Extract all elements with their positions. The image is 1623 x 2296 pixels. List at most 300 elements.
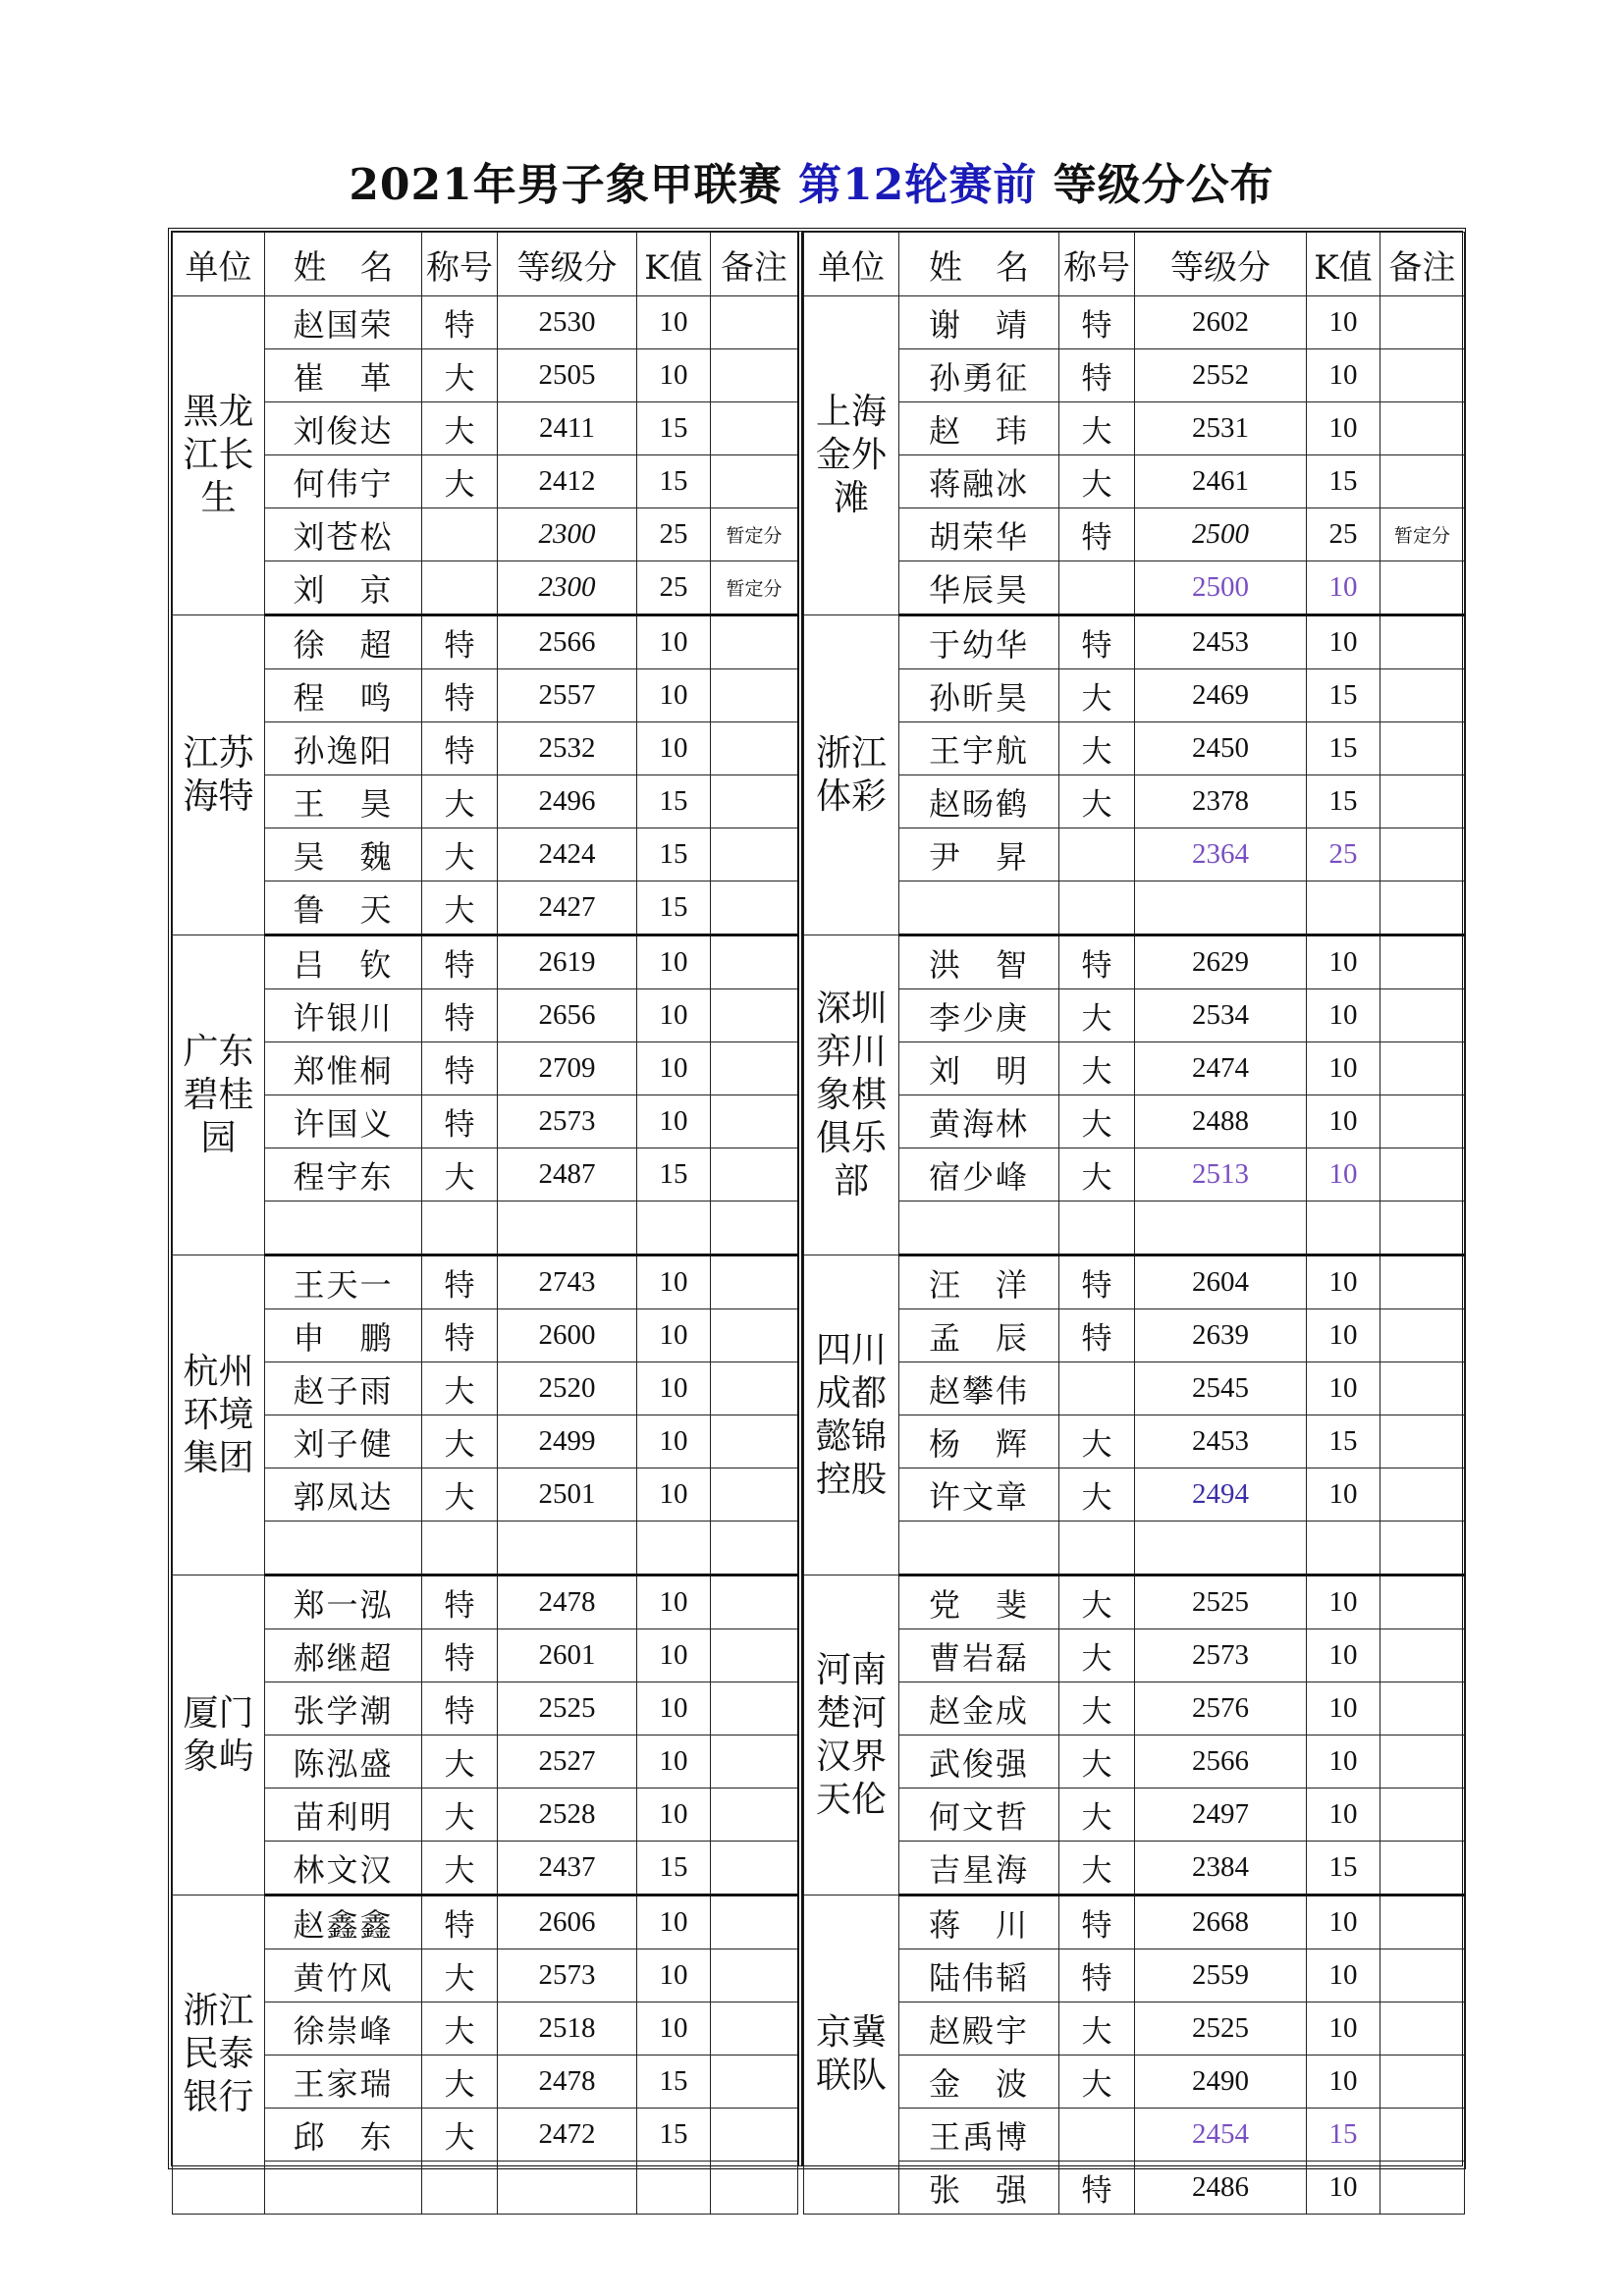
player-k-value [1307, 2162, 1380, 2215]
table-row [804, 1575, 1465, 1629]
player-name [265, 1201, 422, 1255]
player-note [1380, 1362, 1465, 1415]
team-name-line: 成都 [815, 1372, 887, 1414]
player-name [899, 2162, 1059, 2215]
table-row [173, 1201, 798, 1255]
player-k-value-text: 10 [1328, 1586, 1358, 1618]
table-row [804, 349, 1465, 402]
player-title-text: 特 [444, 1321, 475, 1357]
player-name-text: 王禹博 [928, 2117, 1029, 2156]
player-name [899, 1896, 1059, 1949]
player-rating [1135, 1309, 1307, 1362]
player-note [711, 1042, 798, 1095]
player-name [899, 296, 1059, 349]
player-title [422, 722, 498, 775]
player-rating-text: 2559 [1192, 1959, 1249, 1991]
player-name-text: 申 鹏 [293, 1318, 394, 1357]
player-title [1059, 1522, 1135, 1575]
table-row [804, 455, 1465, 508]
player-rating-text: 2566 [1192, 1745, 1249, 1777]
player-name-text: 崔 革 [293, 358, 394, 397]
player-k-value [1307, 1042, 1380, 1095]
table-row [173, 1042, 798, 1095]
player-k-value-text: 10 [659, 1798, 688, 1830]
player-rating [1135, 935, 1307, 989]
player-rating [1135, 1949, 1307, 2002]
player-title [422, 1095, 498, 1148]
player-rating-text: 2518 [538, 2012, 596, 2044]
left-rating-table [172, 232, 798, 2215]
right-rating-table [803, 232, 1465, 2215]
player-title-text: 特 [1081, 361, 1112, 397]
player-name [265, 1255, 422, 1309]
player-name-text: 赵攀伟 [928, 1371, 1029, 1410]
player-name [899, 1148, 1059, 1201]
player-title-text: 特 [1081, 1268, 1112, 1304]
right-team-unit [804, 296, 899, 615]
player-rating-text: 2629 [1192, 946, 1249, 978]
table-row [804, 508, 1465, 561]
player-title [1059, 989, 1135, 1042]
team-name-line: 俱乐 [815, 1117, 887, 1158]
player-k-value-text: 10 [659, 306, 688, 338]
table-row [173, 615, 798, 669]
table-row [173, 2162, 798, 2215]
player-k-value [1307, 828, 1380, 881]
table-row [804, 1522, 1465, 1575]
player-name [899, 1842, 1059, 1896]
player-rating [498, 2002, 637, 2056]
player-name [265, 615, 422, 669]
player-k-value-text: 25 [1328, 518, 1358, 550]
player-rating [1135, 402, 1307, 455]
team-name-line: 杭州 [183, 1351, 254, 1392]
table-row [173, 349, 798, 402]
player-name-text: 赵国荣 [293, 305, 394, 344]
player-rating-text: 2500 [1192, 571, 1249, 603]
player-k-value-text: 10 [659, 359, 688, 391]
player-title [1059, 775, 1135, 828]
player-rating-text: 2520 [538, 1372, 596, 1404]
player-note [1380, 1522, 1465, 1575]
player-k-value [637, 1309, 711, 1362]
player-rating [1135, 989, 1307, 1042]
table-row [173, 1309, 798, 1362]
player-name [265, 2162, 422, 2215]
player-k-value-text: 10 [1328, 1158, 1358, 1190]
player-rating [1135, 1735, 1307, 1789]
player-k-value [1307, 1575, 1380, 1629]
player-title [422, 561, 498, 615]
player-name-text: 刘苍松 [293, 517, 394, 556]
right-header-note: 备注 [1380, 233, 1465, 296]
player-title [1059, 2162, 1135, 2215]
player-note [711, 561, 798, 615]
player-rating [498, 615, 637, 669]
table-row [173, 1682, 798, 1735]
table-row [173, 402, 798, 455]
player-rating [1135, 1522, 1307, 1575]
player-title [422, 669, 498, 722]
player-name [899, 615, 1059, 669]
player-k-value [637, 615, 711, 669]
player-rating [1135, 1468, 1307, 1522]
player-name [899, 402, 1059, 455]
player-name-text: 孟 辰 [928, 1318, 1029, 1357]
right-header-rating: 等级分 [1135, 233, 1307, 296]
team-name-line: 金外 [815, 435, 887, 475]
player-name-text: 杨 辉 [928, 1424, 1029, 1463]
player-title [422, 1842, 498, 1896]
player-rating [498, 1255, 637, 1309]
team-name-line: 象棋 [815, 1074, 887, 1115]
page-title [0, 149, 1623, 212]
player-title [422, 1896, 498, 1949]
player-title-text: 大 [1081, 1747, 1112, 1783]
player-rating [498, 1682, 637, 1735]
player-name [265, 1522, 422, 1575]
player-note [711, 2109, 798, 2162]
player-k-value [1307, 1415, 1380, 1468]
player-k-value [1307, 1522, 1380, 1575]
player-title-text: 特 [1081, 1961, 1112, 1997]
left-team-unit [173, 935, 265, 1255]
player-name-text: 许文章 [928, 1477, 1029, 1516]
team-name-line: 懿锦 [815, 1415, 887, 1457]
player-rating-text: 2525 [1192, 1586, 1249, 1618]
player-title-text: 大 [444, 2014, 475, 2050]
player-title [422, 2002, 498, 2056]
player-rating-text: 2602 [1192, 306, 1249, 338]
player-rating [1135, 1148, 1307, 1201]
player-rating-text: 2576 [1192, 1692, 1249, 1724]
player-title-text: 大 [444, 1747, 475, 1783]
player-title [1059, 2002, 1135, 2056]
player-note [1380, 669, 1465, 722]
player-rating [1135, 615, 1307, 669]
player-rating-text: 2619 [538, 946, 596, 978]
player-name-text: 许银川 [293, 998, 394, 1037]
player-note [711, 1309, 798, 1362]
player-note [1380, 935, 1465, 989]
player-name-text: 郭凤达 [293, 1477, 394, 1516]
player-name-text: 黄海林 [928, 1104, 1029, 1143]
player-rating-text: 2743 [538, 1266, 596, 1298]
player-rating [498, 1949, 637, 2002]
player-k-value [637, 455, 711, 508]
player-title [422, 2162, 498, 2215]
player-rating-text: 2300 [538, 571, 596, 603]
player-name [899, 1095, 1059, 1148]
player-name [899, 2109, 1059, 2162]
table-row [173, 1095, 798, 1148]
table-row [804, 1201, 1465, 1255]
player-note [711, 1629, 798, 1682]
player-k-value [1307, 1095, 1380, 1148]
player-name [265, 1682, 422, 1735]
player-k-value-text: 10 [1328, 946, 1358, 978]
player-name [265, 775, 422, 828]
player-k-value-text: 10 [659, 1906, 688, 1938]
table-row [173, 1949, 798, 2002]
rating-table-frame [168, 228, 1466, 2209]
left-table-body [173, 296, 798, 2215]
player-rating [498, 1362, 637, 1415]
player-rating-text: 2497 [1192, 1798, 1249, 1830]
player-name-text: 金 波 [928, 2064, 1029, 2103]
table-row [173, 989, 798, 1042]
player-name-text: 赵旸鹤 [928, 784, 1029, 823]
player-title [1059, 349, 1135, 402]
player-title [422, 1148, 498, 1201]
player-name-text: 郑惟桐 [293, 1051, 394, 1090]
player-rating [498, 296, 637, 349]
player-title [422, 1255, 498, 1309]
player-title [1059, 402, 1135, 455]
player-title [422, 1629, 498, 1682]
table-row [173, 1842, 798, 1896]
player-name-text: 吴 魏 [293, 837, 394, 876]
team-name-line: 联队 [815, 2056, 887, 2096]
player-rating-text: 2469 [1192, 679, 1249, 711]
player-name [265, 402, 422, 455]
player-name [899, 1575, 1059, 1629]
table-row [804, 1042, 1465, 1095]
player-rating-text: 2412 [538, 465, 596, 497]
player-name-text: 林文汉 [293, 1850, 394, 1889]
team-name-line: 深圳 [815, 988, 887, 1029]
player-name [265, 828, 422, 881]
table-row [173, 2109, 798, 2162]
team-name-line: 京冀 [815, 2012, 887, 2053]
player-k-value [637, 1789, 711, 1842]
player-rating [498, 1042, 637, 1095]
player-name [899, 1468, 1059, 1522]
player-k-value [637, 1629, 711, 1682]
player-title [422, 989, 498, 1042]
player-title-text: 大 [444, 2067, 475, 2103]
player-title [1059, 722, 1135, 775]
player-k-value-text: 10 [1328, 1478, 1358, 1510]
player-name-text: 赵金成 [928, 1691, 1029, 1730]
table-row [173, 1255, 798, 1309]
player-rating [1135, 1789, 1307, 1842]
player-k-value-text: 10 [659, 999, 688, 1031]
team-name-line: 生 [200, 478, 237, 518]
player-k-value [637, 1842, 711, 1896]
player-k-value-text: 10 [1328, 626, 1358, 658]
player-k-value [637, 349, 711, 402]
player-rating-text: 2384 [1192, 1851, 1249, 1883]
player-note [711, 1148, 798, 1201]
player-rating [498, 775, 637, 828]
player-note [1380, 1735, 1465, 1789]
player-title-text: 特 [444, 1908, 475, 1944]
player-note [711, 2002, 798, 2056]
player-note [711, 1735, 798, 1789]
player-title [1059, 1949, 1135, 2002]
player-note [711, 296, 798, 349]
player-name [265, 455, 422, 508]
player-note [1380, 561, 1465, 615]
table-row [173, 1896, 798, 1949]
player-note [711, 935, 798, 989]
left-header-row [173, 233, 798, 296]
player-name-text: 孙勇征 [928, 358, 1029, 397]
team-name-line: 江苏 [183, 732, 254, 774]
player-name-text: 孙昕昊 [928, 678, 1029, 717]
player-rating [1135, 1575, 1307, 1629]
player-note [1380, 1789, 1465, 1842]
player-k-value [1307, 1255, 1380, 1309]
player-name [265, 1468, 422, 1522]
player-note [711, 2056, 798, 2109]
player-name-text: 程宇东 [293, 1157, 394, 1196]
player-name-text: 王天一 [293, 1265, 394, 1304]
player-title [1059, 1735, 1135, 1789]
player-name [899, 1415, 1059, 1468]
player-k-value [637, 1575, 711, 1629]
right-header-unit: 单位 [804, 233, 899, 296]
player-k-value-text: 10 [659, 1692, 688, 1724]
player-name-text: 蒋 川 [928, 1905, 1029, 1944]
player-rating [498, 1468, 637, 1522]
player-rating [1135, 881, 1307, 935]
player-name-text: 张学潮 [293, 1691, 394, 1730]
player-title-text: 大 [444, 893, 475, 929]
player-k-value [637, 1949, 711, 2002]
player-rating-text: 2532 [538, 732, 596, 764]
player-title [1059, 1309, 1135, 1362]
player-title [422, 349, 498, 402]
player-rating-text: 2478 [538, 1586, 596, 1618]
table-row [804, 1789, 1465, 1842]
player-rating-text: 2488 [1192, 1105, 1249, 1137]
player-k-value [1307, 881, 1380, 935]
player-name-text: 王宇航 [928, 731, 1029, 770]
player-rating [498, 1309, 637, 1362]
player-note [711, 1789, 798, 1842]
team-name-line: 广东 [183, 1031, 254, 1072]
player-rating-text: 2639 [1192, 1319, 1249, 1351]
player-k-value [637, 1735, 711, 1789]
player-k-value [1307, 2056, 1380, 2109]
player-name-text: 李少庚 [928, 998, 1029, 1037]
player-rating [498, 1148, 637, 1201]
player-rating [1135, 1415, 1307, 1468]
player-k-value [637, 828, 711, 881]
player-note [711, 775, 798, 828]
table-row [804, 1095, 1465, 1148]
player-k-value [637, 1201, 711, 1255]
player-rating-text: 2453 [1192, 626, 1249, 658]
player-name [265, 1095, 422, 1148]
right-team-unit [804, 935, 899, 1255]
player-note [711, 2162, 798, 2215]
player-title [422, 881, 498, 935]
team-name-line: 园 [200, 1117, 237, 1158]
player-k-value-text: 10 [1328, 1372, 1358, 1404]
player-note [1380, 402, 1465, 455]
player-name-text: 许国义 [293, 1104, 394, 1143]
player-note [711, 1575, 798, 1629]
player-note [1380, 2002, 1465, 2056]
player-name-text: 张 强 [928, 2170, 1029, 2209]
player-k-value [1307, 1309, 1380, 1362]
player-title-text: 大 [1081, 1001, 1112, 1037]
player-title-text: 特 [1081, 308, 1112, 344]
player-note [1380, 615, 1465, 669]
player-k-value [1307, 1682, 1380, 1735]
player-rating [1135, 1896, 1307, 1949]
player-k-value [637, 1255, 711, 1309]
player-rating-text: 2454 [1192, 2118, 1249, 2150]
player-k-value [637, 2056, 711, 2109]
table-row [804, 2002, 1465, 2056]
player-title [1059, 615, 1135, 669]
table-row [804, 669, 1465, 722]
player-k-value-text: 15 [659, 465, 688, 497]
player-name [899, 561, 1059, 615]
table-row [804, 1468, 1465, 1522]
player-note [1380, 775, 1465, 828]
player-name-text: 苗利明 [293, 1797, 394, 1836]
player-title [1059, 935, 1135, 989]
left-team-unit [173, 1255, 265, 1575]
team-name-line: 滩 [833, 478, 869, 518]
player-note [1380, 2162, 1465, 2215]
player-title [422, 1575, 498, 1629]
player-note [711, 669, 798, 722]
player-note [1380, 1629, 1465, 1682]
team-name-line: 环境 [183, 1394, 254, 1435]
left-team-unit [173, 615, 265, 935]
player-rating [498, 1629, 637, 1682]
player-rating-text: 2601 [538, 1639, 596, 1671]
player-title [422, 296, 498, 349]
player-title [1059, 881, 1135, 935]
player-name-text: 黄竹风 [293, 1958, 394, 1997]
player-title-text: 大 [444, 1480, 475, 1516]
team-name-line: 部 [833, 1160, 869, 1201]
table-row [173, 775, 798, 828]
player-name [265, 1735, 422, 1789]
player-k-value [1307, 615, 1380, 669]
player-rating-text: 2552 [1192, 359, 1249, 391]
player-title [422, 508, 498, 561]
table-row [173, 561, 798, 615]
player-rating [498, 2162, 637, 2215]
team-name-line: 海特 [183, 775, 254, 817]
player-rating [498, 881, 637, 935]
player-k-value-text: 25 [659, 571, 688, 603]
player-k-value [1307, 1468, 1380, 1522]
player-rating-text: 2527 [538, 1745, 596, 1777]
player-rating-text: 2472 [538, 2118, 596, 2150]
player-title [422, 1682, 498, 1735]
table-row [173, 2056, 798, 2109]
player-rating [1135, 1095, 1307, 1148]
player-name-text: 何文哲 [928, 1797, 1029, 1836]
player-name-text: 陈泓盛 [293, 1744, 394, 1783]
player-name [265, 2002, 422, 2056]
player-title-text: 大 [1081, 1054, 1112, 1090]
player-rating [1135, 1629, 1307, 1682]
player-title-text: 大 [444, 361, 475, 397]
player-rating [1135, 2056, 1307, 2109]
team-name-line: 江长 [183, 435, 254, 475]
player-rating-text: 2453 [1192, 1425, 1249, 1457]
